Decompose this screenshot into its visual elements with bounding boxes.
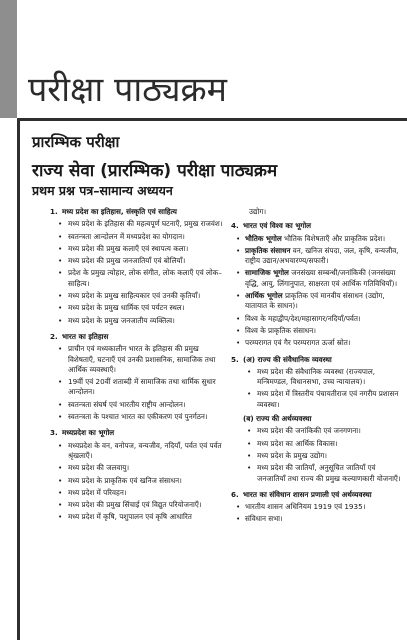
list-item: • मध्य प्रदेश के प्रमुख उद्योग। — [231, 451, 401, 461]
continuation-text: उद्योग। — [249, 207, 267, 216]
list-item: • प्राचीन एवं मध्यकालीन भारत के इतिहास की प्रमुख विशेषताएँ, घटनाएँ एवं उनकी प्रशासनिक, सामाजिक तथा आर्थिक व्यवस्थाएँ। — [50, 344, 228, 375]
section-list — [50, 441, 228, 523]
paper-subtitle: प्रथम प्रश्न पत्र–सामान्य अध्ययन — [32, 183, 173, 198]
item-text: प्राकृतिक एवं मानवीय संसाधन (उद्योग, यातायात के साधन)। — [245, 291, 385, 311]
section-subheading-b: (ब) राज्य की अर्थव्यवस्था — [243, 414, 312, 424]
frame-top-rule — [17, 118, 407, 121]
item-text: भौतिक विशेषताएँ और प्राकृतिक प्रदेश। — [281, 233, 386, 243]
section-list — [231, 234, 401, 349]
right-column — [231, 207, 401, 527]
list-item: • विश्व के प्राकृतिक संसाधन। — [231, 326, 401, 336]
paper-title: राज्य सेवा (प्रारम्भिक) परीक्षा पाठ्यक्रम — [32, 161, 278, 181]
section-heading — [231, 355, 401, 365]
section-number: 4. — [231, 221, 239, 231]
section-list — [50, 219, 228, 326]
list-item: • मध्य प्रदेश में कृषि, पशुपालन एवं कृषि आधारित — [50, 512, 228, 522]
list-item: • मध्य प्रदेश की जलवायु। — [50, 463, 228, 473]
list-item: • मध्य प्रदेश की प्रमुख जनजातियाँ एवं बोलियाँ। — [50, 256, 228, 266]
list-item: • संविधान सभा। — [231, 514, 401, 524]
side-accent-bar — [0, 0, 17, 118]
section-heading — [231, 221, 401, 231]
list-item: • मध्य प्रदेश की प्रमुख कलाएँ एवं स्थापत्य कला। — [50, 244, 228, 254]
list-item — [231, 234, 401, 244]
section-number: 5. — [231, 354, 239, 364]
list-item: • प्रदेश के प्रमुख त्योहार, लोक संगीत, लोक कलाएँ एवं लोक–साहित्य। — [50, 268, 228, 289]
list-item: • मध्य प्रदेश की जनांकिकी एवं जनगणना। — [231, 426, 401, 436]
list-item: • मध्य प्रदेश के इतिहास की महत्वपूर्ण घटनाएँ, प्रमुख राजवंश। — [50, 219, 228, 229]
list-item: • मध्य प्रदेश के प्रमुख धार्मिक एवं पर्यटन स्थल। — [50, 303, 228, 313]
section-list — [231, 426, 401, 483]
item-text: जनसंख्या सम्बन्धी/जनांकिकी (जनसंख्या वृद्धि, आयु, लिंगानुपात, साक्षरता एवं आर्थिक गतिविधियाँ)। — [245, 268, 398, 288]
list-item: • मध्य प्रदेश का आर्थिक विकास। — [231, 439, 401, 449]
list-item: • परम्परागत एवं गैर परम्परागत ऊर्जा स्रोत। — [231, 338, 401, 348]
list-item: • 19वीं एवं 20वीं शताब्दी में सामाजिक तथा धार्मिक सुधार आन्दोलन। — [50, 377, 228, 398]
list-item: • विश्व के महाद्वीप/देश/महासागर/नदियाँ/पर्वत। — [231, 314, 401, 324]
section-title: भारत का संविधान शासन प्रणाली एवं अर्थव्यवस्था — [243, 489, 372, 499]
list-item: • मध्य प्रदेश के प्राकृतिक एवं खनिज संसाधन। — [50, 476, 228, 486]
left-column — [50, 207, 228, 525]
item-lead: भौतिक भूगोल — [245, 233, 282, 243]
list-item: • स्वतन्त्रता आन्दोलन में मध्यप्रदेश का योगदान। — [50, 232, 228, 242]
section-heading — [50, 332, 228, 342]
list-item: • मध्यप्रदेश के वन, वनोपज, वन्यजीव, नदियाँ, पर्वत एवं पर्वत श्रृंखलाएँ। — [50, 441, 228, 462]
item-lead: सामाजिक भूगोल — [245, 268, 289, 278]
section-subheading-a: (अ) राज्य की संवैधानिक व्यवस्था — [243, 354, 332, 364]
section-title: मध्यप्रदेश का भूगोल — [62, 428, 115, 438]
list-item: • स्वतन्त्रता के पश्चात भारत का एकीकरण एवं पुनर्गठन। — [50, 412, 228, 422]
section-number: 1. — [50, 207, 58, 216]
section-title: भारत का इतिहास — [62, 331, 109, 341]
frame-left-rule — [17, 118, 20, 640]
section-number: 2. — [50, 331, 58, 341]
section-list — [231, 502, 401, 525]
section-number: 3. — [50, 428, 58, 438]
section-heading — [231, 490, 401, 500]
section-heading — [50, 207, 228, 217]
list-item — [231, 268, 401, 289]
prelim-heading: प्रारम्भिक परीक्षा — [32, 133, 120, 151]
section-heading — [50, 428, 228, 438]
list-item: • मध्य प्रदेश के प्रमुख जनजातीय व्यक्तित्व। — [50, 316, 228, 326]
list-item: • मध्य प्रदेश में त्रिस्तरीय पंचायतीराज एवं नगरीय प्रशासन व्यवस्था। — [231, 389, 401, 410]
section-number: 6. — [231, 489, 239, 499]
list-item: • मध्य प्रदेश के प्रमुख साहित्यकार एवं उनकी कृतियाँ। — [50, 291, 228, 301]
list-item: • स्वतन्त्रता संघर्ष एवं भारतीय राष्ट्रीय आन्दोलन। — [50, 400, 228, 410]
list-item: • मध्य प्रदेश की संवैधानिक व्यवस्था (राज्यपाल, मन्त्रिमण्डल, विधानसभा, उच्च न्यायालय)। — [231, 367, 401, 388]
list-item: • मध्य प्रदेश में परिवहन। — [50, 488, 228, 498]
item-lead: आर्थिक भूगोल — [245, 291, 283, 301]
page-title: परीक्षा पाठ्यक्रम — [28, 70, 227, 110]
section-list — [231, 367, 401, 410]
list-item: • भारतीय शासन अधिनियम 1919 एवं 1935। — [231, 502, 401, 512]
section-list — [50, 344, 228, 422]
section-title: मध्य प्रदेश का इतिहास, संस्कृति एवं साहित्य — [62, 207, 177, 216]
list-item — [231, 246, 401, 267]
section-title: भारत एवं विश्व का भूगोल — [243, 221, 312, 231]
item-lead: प्राकृतिक संसाधन — [245, 245, 291, 255]
item-text: वन, खनिज संपदा, जल, कृषि, वन्यजीव, राष्ट्रीय उद्यान/अभयारण्य/सफारी। — [245, 245, 399, 266]
list-item — [231, 291, 401, 312]
list-item: • मध्य प्रदेश की प्रमुख सिंचाई एवं विद्युत परियोजनाएँ। — [50, 500, 228, 510]
list-item: • मध्य प्रदेश की जातियाँ, अनुसूचित जातियाँ एवं जनजातियाँ तथा राज्य की प्रमुख कल्याणकारी योजनाएँ। — [231, 463, 401, 484]
